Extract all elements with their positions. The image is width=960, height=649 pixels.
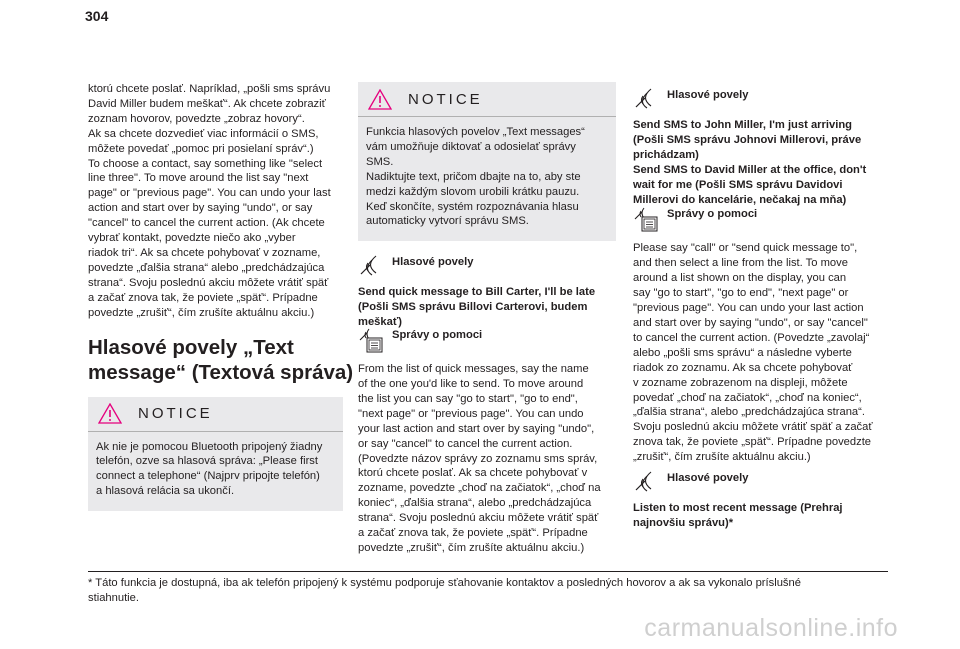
text-line: povedzte „zrušiť“, čím zrušíte aktuálnu akciu.) bbox=[88, 306, 315, 319]
command-example bbox=[633, 118, 888, 207]
notice-header bbox=[358, 82, 616, 117]
text-line: stiahnutie. bbox=[88, 591, 139, 604]
notice-header bbox=[88, 397, 343, 432]
notice-title: NOTICE bbox=[408, 90, 483, 108]
voice-command-icon bbox=[358, 253, 382, 277]
help-messages-icon bbox=[633, 205, 659, 233]
text-line: meškať) bbox=[358, 316, 402, 329]
notice-box bbox=[358, 82, 616, 241]
text-line: Keď skončíte, systém rozpoznávania hlasu bbox=[366, 200, 579, 213]
text-line: page" or "previous page". You can undo your last bbox=[88, 187, 331, 200]
command-example bbox=[358, 285, 616, 330]
text-line: Listen to most recent message (Prehraj bbox=[633, 502, 843, 515]
text-line: and then select a line from the list. To move bbox=[633, 257, 848, 270]
text-line: Please say "call" or "send quick message to", bbox=[633, 242, 858, 255]
warning-triangle-icon bbox=[368, 89, 392, 110]
section-title-line: Hlasové povely „Text bbox=[88, 335, 294, 359]
text-line: (Pošli SMS správu Johnovi Millerovi, práve bbox=[633, 133, 862, 146]
text-line: * Táto funkcia je dostupná, iba ak telefón pripojený k systému podporuje sťahovanie kontaktov a posledných hovorov a ak sa vykonalo príslušné bbox=[88, 577, 801, 589]
text-line: ktorú chcete poslať. Napríklad, „pošli sms správu bbox=[88, 83, 331, 95]
help-paragraph bbox=[633, 241, 888, 465]
text-line: najnovšiu správu)* bbox=[633, 516, 734, 529]
text-line: „zrušiť“, čím zrušíte aktuálnu akciu.) bbox=[633, 451, 811, 464]
column-middle bbox=[358, 82, 616, 556]
notice-title: NOTICE bbox=[138, 405, 213, 422]
text-line: koniec“, „ďalšia strana“, alebo „predchádzajúca bbox=[358, 497, 592, 510]
text-line: telefón, ozve sa hlasová správa: „Please first bbox=[96, 455, 318, 468]
text-line: around a list shown on the display, you can bbox=[633, 272, 847, 285]
text-line: môžete povedať „pomoc pri posielaní správ“.) bbox=[88, 142, 314, 155]
text-line: Ak nie je pomocou Bluetooth pripojený žiadny bbox=[96, 440, 323, 453]
text-line: alebo „pošli sms správu“ a následne vyberte bbox=[633, 346, 852, 359]
voice-commands-heading bbox=[358, 253, 616, 277]
watermark: carmanualsonline.info bbox=[644, 614, 898, 642]
text-line: From the list of quick messages, say the name bbox=[358, 363, 589, 376]
text-line: strana“. Svoju poslednú akciu môžete vrátiť späť bbox=[358, 512, 599, 525]
notice-text bbox=[88, 440, 343, 500]
text-line: David Miller budem meškať“. Ak chcete zobraziť bbox=[88, 97, 326, 110]
voice-command-icon bbox=[633, 86, 657, 110]
text-line: "next page" or "previous page". You can undo bbox=[358, 407, 584, 420]
text-line: a začať znova tak, že poviete „späť“. Prípadne bbox=[88, 291, 318, 304]
text-line: strana“. Svoju poslednú akciu môžete vrátiť späť bbox=[88, 276, 329, 289]
column-left bbox=[88, 82, 354, 511]
text-line: medzi každým slovom urobili krátku pauzu. bbox=[366, 185, 580, 198]
text-line: To choose a contact, say something like "select bbox=[88, 157, 323, 170]
text-line: povedzte „zrušiť“, čím zrušíte aktuálnu akciu.) bbox=[358, 541, 585, 554]
text-line: your last action and start over by saying "undo", bbox=[358, 422, 595, 435]
text-line: Send SMS to John Miller, I'm just arriving bbox=[633, 119, 852, 131]
voice-commands-label: Hlasové povely bbox=[392, 256, 474, 269]
text-line: riadok zo zoznamu. Ak sa chcete pohybovať bbox=[633, 361, 853, 374]
text-line: Send SMS to David Miller at the office, don't bbox=[633, 163, 867, 176]
text-line: prichádzam) bbox=[633, 148, 699, 161]
text-line: Svoju poslednú akciu môžete vrátiť späť a začať bbox=[633, 421, 873, 434]
text-line: wait for me (Pošli SMS správu Davidovi bbox=[633, 178, 843, 191]
text-line: povedzte „ďalšia strana“ alebo „predchádzajúca bbox=[88, 261, 325, 274]
text-line: connect a telephone“ (Najprv pripojte telefón) bbox=[96, 470, 320, 483]
text-line: say "go to start", "go to end", "next page" or bbox=[633, 287, 849, 300]
text-line: zoznam hovorov, povedzte „zobraz hovory“. bbox=[88, 112, 305, 125]
help-messages-icon bbox=[358, 326, 384, 354]
intro-paragraph bbox=[88, 82, 343, 321]
text-line: Ak sa chcete dozvedieť viac informácií o SMS, bbox=[88, 127, 319, 140]
text-line: a začať znova tak, že poviete „späť“. Prípadne bbox=[358, 527, 588, 540]
text-line: or say "cancel" to cancel the current action. bbox=[358, 437, 573, 450]
voice-command-icon bbox=[633, 469, 657, 493]
text-line: „ďalšia strana“, alebo „predchádzajúca strana“. bbox=[633, 406, 865, 419]
footnote-divider bbox=[88, 571, 888, 572]
text-line: v zozname zobrazenom na displeji, môžete bbox=[633, 376, 848, 389]
text-line: the list you can say "go to start", "go to end", bbox=[358, 392, 578, 405]
section-title-line: message“ (Textová správa) bbox=[88, 360, 354, 384]
text-line: a hlasová relácia sa ukončí. bbox=[96, 485, 235, 498]
text-line: Funkcia hlasových povelov „Text messages“ bbox=[366, 126, 585, 138]
text-line: "previous page". You can undo your last action bbox=[633, 302, 864, 315]
text-line: line three". To move around the list say "next bbox=[88, 172, 309, 185]
text-line: vám umožňuje diktovať a odosielať správy bbox=[366, 140, 576, 153]
text-line: of the one you'd like to send. To move around bbox=[358, 377, 584, 390]
page-number: 304 bbox=[85, 8, 109, 24]
notice-text bbox=[358, 125, 616, 229]
command-example bbox=[633, 501, 888, 531]
text-line: vybrať kontakt, povedzte niečo ako „vyber bbox=[88, 232, 296, 245]
help-messages-heading bbox=[358, 326, 616, 354]
voice-commands-label: Hlasové povely bbox=[667, 89, 749, 101]
help-paragraph bbox=[358, 362, 616, 556]
help-messages-label: Správy o pomoci bbox=[392, 329, 483, 342]
text-line: ktorú chcete poslať. Ak sa chcete pohybovať v bbox=[358, 467, 588, 480]
text-line: "cancel" to cancel the current action. (Ak chcete bbox=[88, 217, 325, 230]
text-line: (Pošli SMS správu Billovi Carterovi, budem bbox=[358, 301, 588, 314]
text-line: znova tak, že poviete „späť“. Prípadne povedzte bbox=[633, 436, 872, 449]
warning-triangle-icon bbox=[98, 403, 122, 424]
notice-box bbox=[88, 397, 343, 512]
voice-commands-heading bbox=[633, 469, 888, 493]
text-line: zozname, povedzte „choď na začiatok“, „choď na bbox=[358, 482, 601, 495]
text-line: to cancel the current action. (Povedzte „zavolaj“ bbox=[633, 331, 870, 344]
voice-commands-heading bbox=[633, 86, 888, 110]
voice-commands-label: Hlasové povely bbox=[667, 472, 749, 485]
help-messages-heading bbox=[633, 205, 888, 233]
text-line: automaticky vytvorí správu SMS. bbox=[366, 215, 529, 228]
text-line: Nadiktujte text, pričom dbajte na to, aby ste bbox=[366, 170, 581, 183]
text-line: Send quick message to Bill Carter, I'll be late bbox=[358, 286, 596, 299]
text-line: action and start over by saying "undo", or say bbox=[88, 202, 313, 215]
help-messages-label: Správy o pomoci bbox=[667, 208, 758, 221]
text-line: (Povedzte názov správy zo zoznamu sms správ, bbox=[358, 452, 598, 465]
text-line: Millerovi do kancelárie, nečakaj na mňa) bbox=[633, 193, 847, 206]
section-title bbox=[88, 335, 354, 385]
text-line: povedať „choď na začiatok“, „choď na koniec“, bbox=[633, 391, 862, 404]
footnote bbox=[88, 576, 888, 606]
text-line: and start over by saying "undo", or say "cancel" bbox=[633, 316, 868, 329]
column-right bbox=[633, 86, 888, 531]
text-line: riadok tri“. Ak sa chcete pohybovať v zozname, bbox=[88, 246, 321, 259]
text-line: SMS. bbox=[366, 155, 394, 168]
